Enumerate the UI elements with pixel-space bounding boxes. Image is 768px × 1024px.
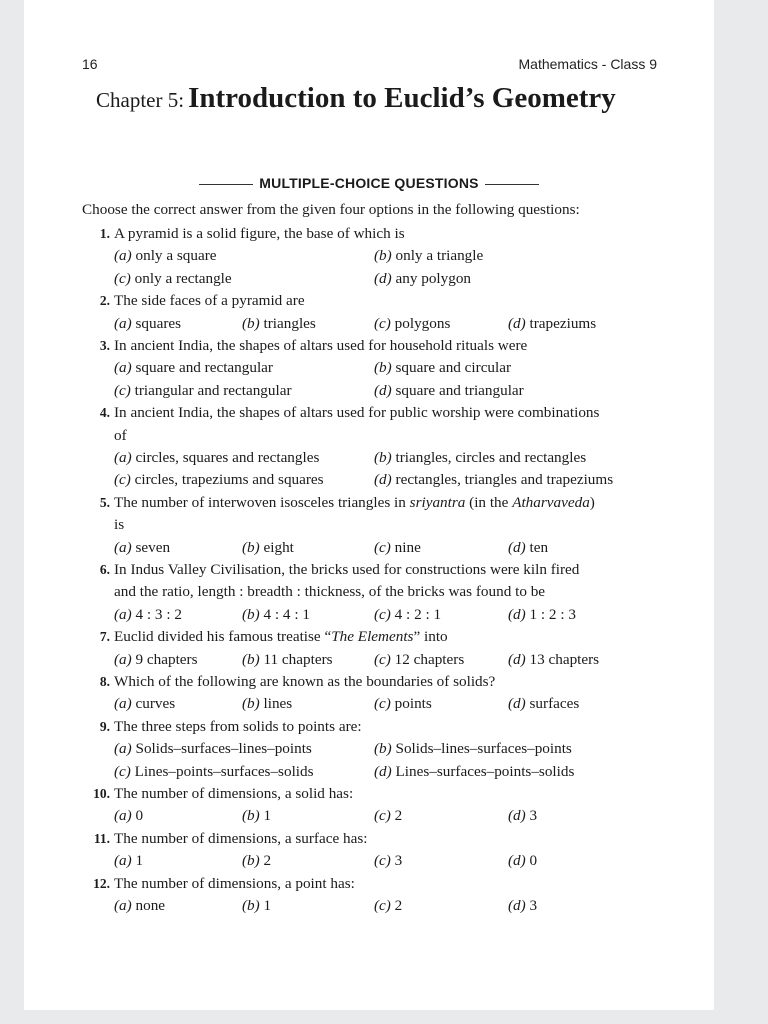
option-row: [82, 447, 692, 469]
question-number: 6.: [99, 561, 110, 577]
question-number: 10.: [93, 785, 110, 801]
option-b: (b) 4 : 4 : 1: [242, 605, 310, 623]
option-row: [82, 693, 692, 715]
question-text-line-1: In Indus Valley Civilisation, the bricks used for constructions were kiln fired: [114, 560, 580, 578]
option-row: [82, 805, 692, 827]
question-number: 7.: [99, 629, 110, 645]
option-a: (a) square and rectangular: [114, 359, 273, 377]
question-list: [82, 223, 692, 917]
question-10: [82, 783, 692, 828]
option-a: (a) 4 : 3 : 2: [114, 605, 182, 623]
book-title: Mathematics - Class 9: [518, 56, 657, 72]
question-11: [82, 828, 692, 873]
option-a: (a) only a square: [114, 247, 217, 265]
question-text-line-2: of: [114, 426, 127, 444]
question-number: 11.: [93, 830, 110, 846]
option-d: (d) 0: [508, 852, 538, 870]
question-stem: [82, 626, 692, 648]
question-text: A pyramid is a solid figure, the base of which is: [114, 225, 405, 242]
option-d: (d) 3: [508, 896, 538, 914]
atharvaveda-term: Atharvaveda: [512, 493, 590, 511]
option-d: (d) any polygon: [374, 269, 472, 287]
question-number: 3.: [99, 337, 110, 353]
option-b: (b) triangles: [242, 314, 316, 332]
option-c: (c) 2: [374, 807, 403, 825]
question-stem: [82, 223, 692, 245]
question-number: 9.: [99, 718, 110, 734]
viewer-side-margin: [714, 0, 768, 1024]
option-c: (c) circles, trapeziums and squares: [114, 471, 324, 489]
option-c: (c) 4 : 2 : 1: [374, 605, 442, 623]
option-row: [82, 850, 692, 872]
option-row: [82, 357, 692, 379]
option-b: (b) 1: [242, 896, 272, 914]
question-8: [82, 671, 692, 716]
section-rule-left: [199, 184, 253, 185]
question-stem: [82, 783, 692, 805]
option-a: (a) Solids–surfaces–lines–points: [114, 740, 312, 758]
option-d: (d) 1 : 2 : 3: [508, 605, 576, 623]
option-d: (d) 13 chapters: [508, 650, 600, 668]
question-4: [82, 402, 692, 492]
question-5: [82, 492, 692, 559]
option-c: (c) polygons: [374, 314, 451, 332]
question-text: The number of dimensions, a solid has:: [114, 784, 354, 802]
option-b: (b) 2: [242, 852, 272, 870]
option-c: (c) Lines–points–surfaces–solids: [114, 762, 314, 780]
option-c: (c) triangular and rectangular: [114, 381, 292, 399]
question-6: [82, 559, 692, 626]
option-c: (c) nine: [374, 538, 421, 556]
option-c: (c) 3: [374, 852, 403, 870]
option-row: [82, 245, 692, 267]
question-1: [82, 223, 692, 290]
option-d: (d) trapeziums: [508, 314, 597, 332]
option-b: (b) square and circular: [374, 359, 512, 377]
question-number: 1.: [99, 226, 110, 241]
option-b: (b) only a triangle: [374, 247, 484, 265]
option-a: (a) squares: [114, 314, 182, 332]
the-elements-title: The Elements: [331, 628, 414, 646]
question-stem: [82, 335, 692, 357]
chapter-heading: [96, 82, 696, 115]
question-stem: [82, 559, 692, 604]
question-3: [82, 335, 692, 402]
chapter-title: Introduction to Euclid’s Geometry: [188, 82, 616, 114]
option-row: [82, 761, 692, 783]
sriyantra-term: sriyantra: [409, 493, 466, 511]
option-d: (d) surfaces: [508, 695, 580, 713]
question-text-line-2: is: [114, 516, 125, 534]
question-number: 5.: [99, 494, 110, 510]
option-c: (c) points: [374, 695, 432, 713]
question-stem: [82, 873, 692, 895]
option-b: (b) 1: [242, 807, 272, 825]
question-stem: [82, 402, 692, 447]
option-b: (b) Solids–lines–surfaces–points: [374, 740, 572, 758]
option-row: [82, 649, 692, 671]
question-text: The number of dimensions, a point has:: [114, 874, 355, 892]
question-number: 8.: [99, 673, 110, 689]
option-c: (c) only a rectangle: [114, 269, 232, 287]
question-12: [82, 873, 692, 918]
option-row: [82, 604, 692, 626]
option-row: [82, 895, 692, 917]
option-c: (c) 12 chapters: [374, 650, 465, 668]
option-row: [82, 380, 692, 402]
question-stem: [82, 290, 692, 312]
option-a: (a) 9 chapters: [114, 650, 198, 668]
question-9: [82, 716, 692, 783]
option-row: [82, 738, 692, 760]
option-d: (d) Lines–surfaces–points–solids: [374, 762, 575, 780]
question-stem: [82, 492, 692, 537]
option-d: (d) square and triangular: [374, 381, 524, 399]
option-b: (b) 11 chapters: [242, 650, 333, 668]
question-text-line-1: In ancient India, the shapes of altars used for public worship were combinations: [114, 404, 600, 422]
option-d: (d) rectangles, triangles and trapeziums: [374, 471, 614, 489]
question-stem: [82, 828, 692, 850]
option-b: (b) eight: [242, 538, 294, 556]
question-number: 2.: [99, 293, 110, 309]
chapter-prefix: Chapter 5:: [96, 88, 185, 112]
section-heading: [24, 175, 714, 191]
option-a: (a) circles, squares and rectangles: [114, 448, 320, 466]
option-c: (c) 2: [374, 896, 403, 914]
page-number: 16: [82, 56, 98, 72]
question-text: The side faces of a pyramid are: [114, 292, 305, 310]
option-b: (b) triangles, circles and rectangles: [374, 448, 587, 466]
question-2: [82, 290, 692, 335]
question-text: In ancient India, the shapes of altars used for household rituals were: [114, 336, 528, 354]
question-stem: [82, 671, 692, 693]
option-d: (d) 3: [508, 807, 538, 825]
question-text-line-1: The number of interwoven isosceles triangles in sriyantra (in the Atharvaveda): [114, 493, 595, 511]
question-stem: [82, 716, 692, 738]
option-a: (a) 0: [114, 807, 144, 825]
option-a: (a) none: [114, 896, 166, 914]
option-row: [82, 469, 692, 491]
option-a: (a) seven: [114, 538, 171, 556]
question-text: Which of the following are known as the boundaries of solids?: [114, 672, 496, 690]
option-a: (a) 1: [114, 852, 144, 870]
question-text: Euclid divided his famous treatise “The Elements” into: [114, 628, 448, 646]
option-row: [82, 313, 692, 335]
question-number: 4.: [99, 405, 110, 421]
option-b: (b) lines: [242, 695, 293, 713]
option-row: [82, 537, 692, 559]
question-text: The three steps from solids to points are:: [114, 717, 362, 735]
instructions: Choose the correct answer from the given four options in the following questions:: [82, 201, 580, 218]
question-text-line-2: and the ratio, length : breadth : thickness, of the bricks was found to be: [114, 583, 546, 601]
question-number: 12.: [93, 875, 110, 891]
question-text: The number of dimensions, a surface has:: [114, 829, 368, 847]
option-row: [82, 268, 692, 290]
section-rule-right: [485, 184, 539, 185]
option-d: (d) ten: [508, 538, 549, 556]
section-title: MULTIPLE-CHOICE QUESTIONS: [259, 175, 479, 191]
document-page: [24, 0, 714, 1010]
option-a: (a) curves: [114, 695, 176, 713]
question-7: [82, 626, 692, 671]
